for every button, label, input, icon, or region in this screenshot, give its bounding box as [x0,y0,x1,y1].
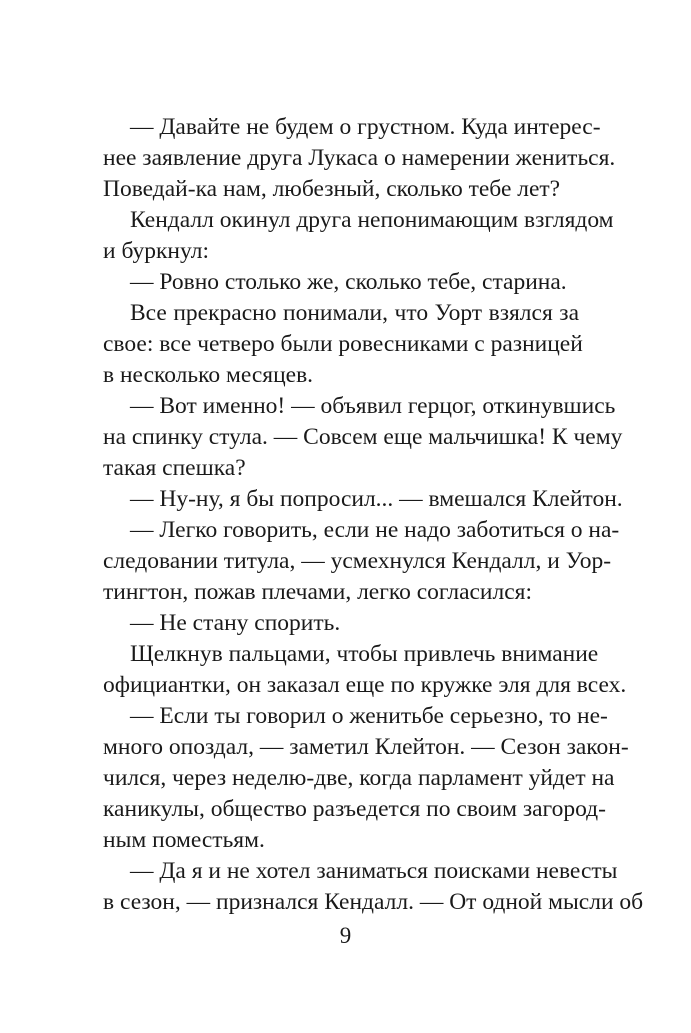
text-line: нее заявление друга Лукаса о намерении жениться. [103,145,616,171]
text-line: Щелкнув пальцами, чтобы привлечь внимание [130,641,599,667]
body-text [103,112,644,918]
text-line: Поведай-ка нам, любезный, сколько тебе лет? [103,176,561,202]
text-line: — Давайте не будем о грустном. Куда интерес- [130,114,601,140]
text-line: — Да я и не хотел заниматься поисками невесты [130,858,618,884]
text-line: в сезон, — признался Кендалл. — От одной мысли об [103,889,644,915]
text-line: — Если ты говорил о женитьбе серьезно, то не- [130,703,608,729]
text-line: в несколько месяцев. [103,362,314,388]
text-line: следовании титула, — усмехнулся Кендалл, и Уор- [103,548,612,574]
text-line: — Ровно столько же, сколько тебе, старина. [130,269,567,295]
text-line: — Легко говорить, если не надо заботиться о на- [130,517,620,543]
text-line: каникулы, общество разъедется по своим загород- [103,796,606,822]
text-line: и буркнул: [103,238,209,264]
text-line: официантки, он заказал еще по кружке эля для всех. [103,672,627,698]
text-line: Кендалл окинул друга непонимающим взглядом [130,207,614,233]
text-line: ным поместьям. [103,827,265,853]
text-line: чился, через неделю-две, когда парламент уйдет на [103,765,615,791]
text-line: тингтон, пожав плечами, легко согласился: [103,579,533,605]
text-line: — Не стану спорить. [130,610,341,636]
text-line: такая спешка? [103,455,246,481]
text-line: много опоздал, — заметил Клейтон. — Сезон закон- [103,734,629,760]
text-line: на спинку стула. — Совсем еще мальчишка! К чему [103,424,623,450]
text-line: свое: все четверо были ровесниками с разницей [103,331,583,357]
page-number: 9 [339,923,352,948]
text-line: — Вот именно! — объявил герцог, откинувшись [130,393,616,419]
text-line: Все прекрасно понимали, что Уорт взялся за [130,300,579,326]
text-line: — Ну-ну, я бы попросил... — вмешался Клейтон. [130,486,623,512]
